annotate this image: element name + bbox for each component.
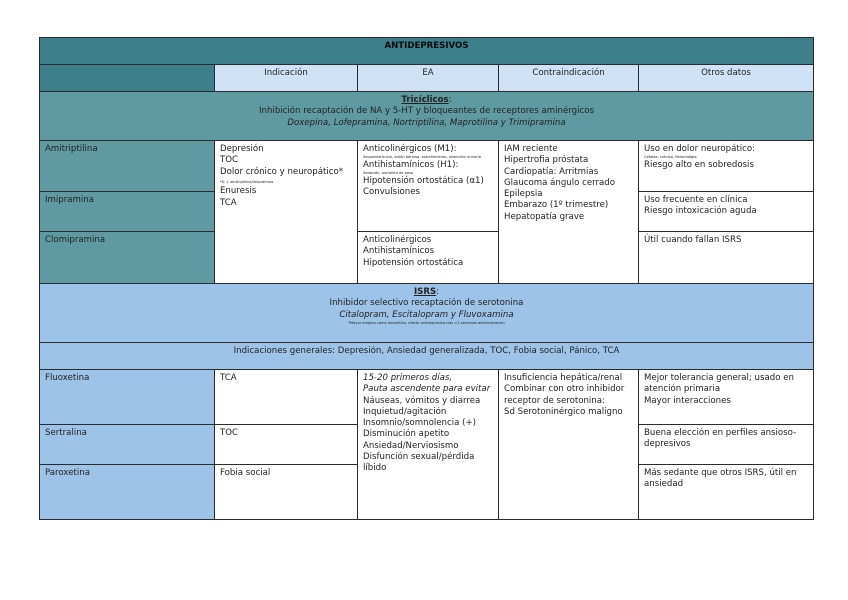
triciclicos-indicacion-cell bbox=[215, 141, 358, 284]
isrs-section-row bbox=[40, 284, 814, 343]
table-row bbox=[40, 232, 814, 284]
antidepresivos-table bbox=[39, 37, 814, 520]
title-row bbox=[40, 38, 814, 65]
indicacion-sertralina: TOC bbox=[215, 425, 358, 465]
isrs-contra-cell bbox=[499, 370, 639, 520]
indicacion-line: TOC bbox=[220, 155, 239, 166]
contra-line: IAM reciente bbox=[504, 144, 558, 154]
ea-line: Ansiedad/Nerviosismo bbox=[363, 440, 459, 451]
triciclicos-contra-cell bbox=[499, 141, 639, 284]
table-title: ANTIDEPRESIVOS bbox=[40, 38, 814, 65]
otros-imipramina bbox=[639, 192, 814, 232]
otros-fluoxetina bbox=[639, 370, 814, 425]
drug-clomipramina: Clomipramina bbox=[40, 232, 215, 284]
otros-clomipramina: Útil cuando fallan ISRS bbox=[639, 232, 814, 284]
otros-line: Uso frecuente en clínica bbox=[644, 195, 748, 205]
contra-line: Epilepsia bbox=[504, 189, 543, 200]
contra-line: Hepatopatía grave bbox=[504, 211, 585, 222]
header-blank bbox=[40, 65, 215, 92]
ea-line: Disfunción sexual/pérdida líbido bbox=[363, 452, 475, 474]
header-indicacion: Indicación bbox=[215, 65, 358, 92]
ea-line: 15-20 primeros días, bbox=[363, 373, 453, 383]
otros-line: Mayor interacciones bbox=[644, 395, 731, 406]
indicacion-line: Enuresis bbox=[220, 186, 257, 197]
otros-line: Mejor tolerancia general; usado en atención primaria bbox=[644, 373, 794, 395]
indicacion-fluoxetina: TCA bbox=[215, 370, 358, 425]
otros-note: Cefalea, crónico, fibromialgia bbox=[644, 155, 697, 160]
indicacion-line: TCA bbox=[220, 197, 237, 208]
indicacion-line: Depresión bbox=[220, 144, 264, 154]
isrs-title: ISRS bbox=[413, 287, 437, 297]
indicacion-note: *D ↓ amitriptilina/imipramina bbox=[220, 179, 274, 184]
ea-line: Anticolinérgicos (M1): bbox=[363, 144, 457, 154]
otros-line: Riesgo intoxicación aguda bbox=[644, 206, 757, 217]
otros-amitriptilina bbox=[639, 141, 814, 192]
isrs-colon: : bbox=[436, 287, 440, 297]
header-contraindicacion: Contraindicación bbox=[499, 65, 639, 92]
isrs-examples: Citalopram, Escitalopram y Fluvoxamina bbox=[339, 309, 514, 320]
triciclicos-examples: Doxepina, Lofepramina, Nortriptilina, Maprotilina y Trimipramina bbox=[287, 117, 566, 128]
ea-line: Hipotensión ortostática bbox=[363, 257, 464, 268]
header-ea: EA bbox=[358, 65, 499, 92]
triciclicos-section-row bbox=[40, 92, 814, 141]
triciclicos-title: Tricíclicos bbox=[401, 95, 449, 105]
drug-fluoxetina: Fluoxetina bbox=[40, 370, 215, 425]
ea-line: Convulsiones bbox=[363, 187, 420, 198]
triciclicos-section bbox=[40, 92, 814, 141]
ea-line: Antihistamínicos bbox=[363, 246, 435, 257]
drug-imipramina: Imipramina bbox=[40, 192, 215, 232]
drug-paroxetina: Paroxetina bbox=[40, 465, 215, 520]
contra-line: Embarazo (1º trimestre) bbox=[504, 200, 609, 211]
triciclicos-ea-cell bbox=[358, 141, 499, 232]
contra-line: Sd Serotoninérgico maligno bbox=[504, 406, 623, 417]
contra-line: Glaucoma ángulo cerrado bbox=[504, 177, 616, 188]
ea-line: Insomnio/somnolencia (+) bbox=[363, 418, 477, 429]
isrs-section bbox=[40, 284, 814, 343]
ea-line: Antihistamínicos (H1): bbox=[363, 159, 459, 170]
otros-paroxetina: Más sedante que otros ISRS, útil en ansiedad bbox=[639, 465, 814, 520]
ea-note: Sequedad bucal, visión borrosa, estreñimiento, retención urinaria bbox=[363, 155, 481, 160]
table-row bbox=[40, 370, 814, 425]
ea-line: Inquietud/agitación bbox=[363, 406, 447, 417]
ea-line: Disminución apetito bbox=[363, 429, 450, 440]
otros-sertralina: Buena elección en perfiles ansioso-depresivos bbox=[639, 425, 814, 465]
isrs-note: *Mayor empleo como ansiolítico, efecto antidepresivo tras >2 semanas administración bbox=[348, 320, 505, 325]
triciclicos-mechanism: Inhibición recaptación de NA y 5-HT y bloqueantes de receptores aminérgicos bbox=[259, 106, 594, 117]
contra-line: Combinar con otro inhibidor receptor de serotonina: bbox=[504, 384, 625, 406]
ea-line: Náuseas, vómitos y diarrea bbox=[363, 395, 481, 406]
indicacion-line: Dolor crónico y neuropático* bbox=[220, 166, 344, 177]
isrs-general-row bbox=[40, 343, 814, 370]
drug-sertralina: Sertralina bbox=[40, 425, 215, 465]
contra-line: Insuficiencia hepática/renal bbox=[504, 373, 623, 383]
isrs-ea-cell bbox=[358, 370, 499, 520]
contra-line: Hipertrofia próstata bbox=[504, 155, 589, 166]
indicacion-paroxetina: Fobia social bbox=[215, 465, 358, 520]
ea-line: Pauta ascendente para evitar bbox=[363, 384, 491, 395]
drug-amitriptilina: Amitriptilina bbox=[40, 141, 215, 192]
ea-line: Hipotensión ortostática (α1) bbox=[363, 175, 484, 186]
isrs-general-indications: Indicaciones generales: Depresión, Ansiedad generalizada, TOC, Fobia social, Pánico, TCA bbox=[40, 343, 814, 370]
contra-line: Cardiopatía: Arritmias bbox=[504, 166, 599, 177]
ea-note: Sedación, aumento de peso bbox=[363, 171, 414, 176]
isrs-mechanism: Inhibidor selectivo recaptación de serotonina bbox=[329, 298, 524, 309]
triciclicos-colon: : bbox=[448, 95, 452, 105]
ea-line: Anticolinérgicos bbox=[363, 235, 432, 245]
header-otros-datos: Otros datos bbox=[639, 65, 814, 92]
otros-line: Uso en dolor neuropático: bbox=[644, 144, 755, 154]
table-row bbox=[40, 141, 814, 192]
header-row bbox=[40, 65, 814, 92]
otros-line: Riesgo alto en sobredosis bbox=[644, 159, 754, 170]
triciclicos-ea-cell-2 bbox=[358, 232, 499, 284]
